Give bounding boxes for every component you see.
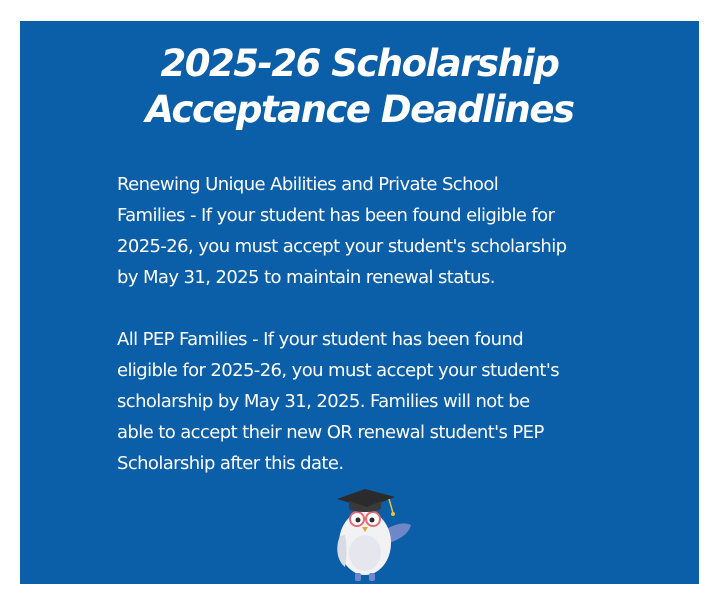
paragraph-line: eligible for 2025-26, you must accept your student's — [117, 360, 559, 381]
announcement-card — [20, 21, 699, 584]
graduation-owl-icon — [315, 481, 425, 584]
paragraph-line: All PEP Families - If your student has been found — [117, 329, 524, 350]
paragraph-line: Renewing Unique Abilities and Private School — [117, 174, 499, 195]
title-line-1: 2025-26 Scholarship — [160, 42, 559, 85]
paragraph-line: Scholarship after this date. — [117, 453, 344, 474]
paragraph-line: 2025-26, you must accept your student's scholarship — [117, 236, 567, 257]
paragraph-line: scholarship by May 31, 2025. Families will not be — [117, 391, 530, 412]
title-line-2: Acceptance Deadlines — [145, 88, 574, 131]
pep-families-paragraph — [117, 324, 617, 479]
page-title — [20, 41, 699, 133]
paragraph-line: able to accept their new OR renewal student's PEP — [117, 422, 544, 443]
renewing-families-paragraph — [117, 169, 617, 293]
paragraph-line: Families - If your student has been found eligible for — [117, 205, 555, 226]
paragraph-line: by May 31, 2025 to maintain renewal status. — [117, 267, 495, 288]
